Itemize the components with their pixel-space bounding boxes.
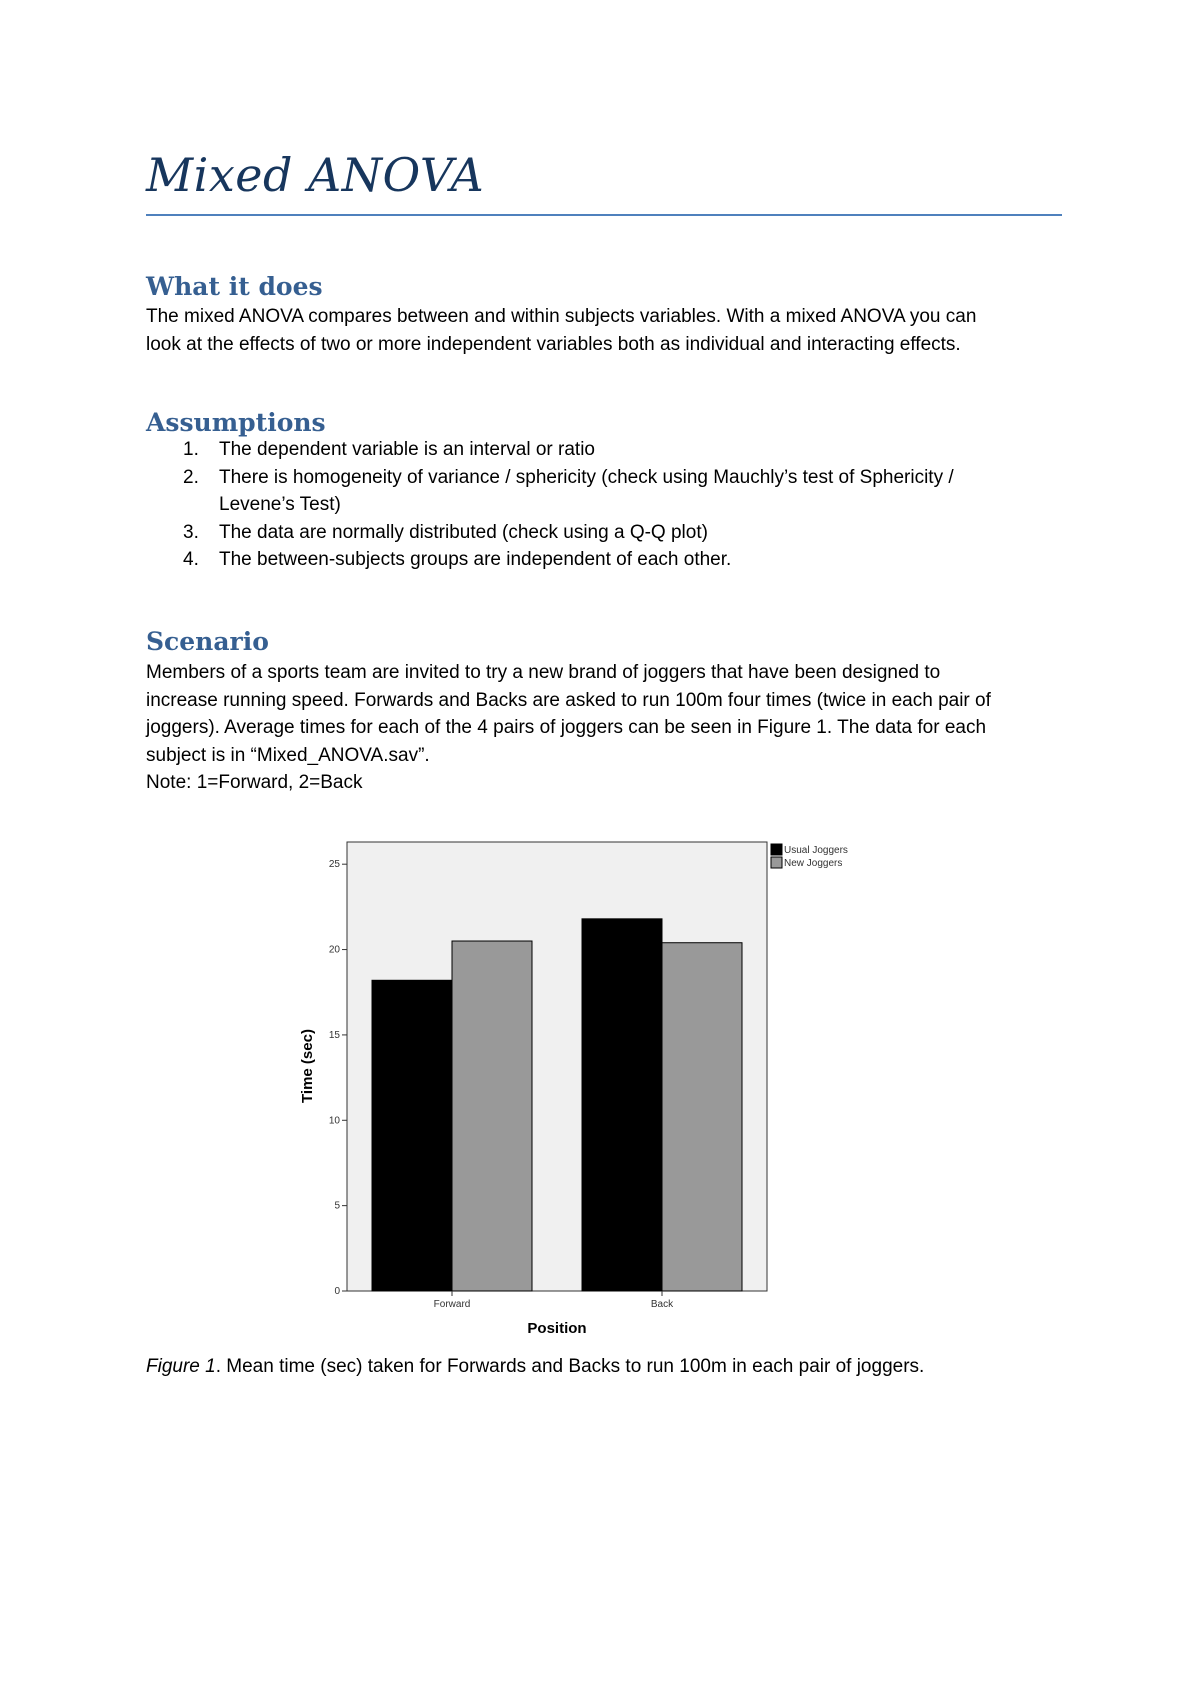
list-number: 4. bbox=[183, 549, 199, 570]
page-title: Mixed ANOVA bbox=[146, 148, 485, 202]
x-tick-label: Back bbox=[650, 1299, 674, 1310]
bar bbox=[372, 980, 452, 1291]
list-item-text: The dependent variable is an interval or ratio bbox=[219, 439, 596, 460]
legend-label: Usual Joggers bbox=[784, 845, 848, 856]
paragraph-line: look at the effects of two or more independent variables both as individual and interacting effects. bbox=[146, 333, 961, 355]
list-number: 2. bbox=[183, 466, 199, 488]
list-item bbox=[146, 436, 1066, 464]
caption-label: Figure 1 bbox=[146, 1356, 216, 1377]
legend bbox=[771, 844, 848, 869]
legend-label: New Joggers bbox=[784, 858, 843, 869]
list-item-text: The data are normally distributed (check using a Q-Q plot) bbox=[219, 521, 708, 543]
y-axis bbox=[329, 859, 347, 1297]
y-axis-label: Time (sec) bbox=[299, 1029, 316, 1103]
what-it-does-paragraph bbox=[146, 303, 1066, 358]
heading-assumptions: Assumptions bbox=[146, 408, 326, 437]
legend-swatch bbox=[771, 857, 782, 868]
list-item-text: Levene’s Test) bbox=[219, 494, 341, 515]
list-item bbox=[146, 546, 1066, 574]
bar bbox=[582, 919, 662, 1291]
bar bbox=[662, 943, 742, 1291]
x-tick-label: Forward bbox=[433, 1299, 471, 1310]
list-item bbox=[146, 464, 1066, 519]
paragraph-line: The mixed ANOVA compares between and within subjects variables. With a mixed ANOVA you can bbox=[146, 306, 977, 327]
x-axis-label: Position bbox=[527, 1320, 587, 1337]
y-tick-label: 5 bbox=[334, 1200, 340, 1212]
y-tick-label: 15 bbox=[328, 1029, 340, 1041]
bar bbox=[452, 941, 532, 1291]
paragraph-line: joggers). Average times for each of the 4 pairs of joggers can be seen in Figure 1. The data for each bbox=[146, 717, 987, 738]
heading-scenario: Scenario bbox=[146, 627, 269, 656]
scenario-note: Note: 1=Forward, 2=Back bbox=[146, 772, 363, 793]
list-item-text: The between-subjects groups are independent of each other. bbox=[219, 549, 732, 570]
assumptions-list bbox=[146, 436, 1066, 574]
list-number: 1. bbox=[183, 439, 199, 460]
legend-swatch bbox=[771, 844, 782, 855]
y-tick-label: 20 bbox=[328, 944, 340, 956]
paragraph-line: Members of a sports team are invited to try a new brand of joggers that have been designed to bbox=[146, 662, 941, 683]
paragraph-line: subject is in “Mixed_ANOVA.sav”. bbox=[146, 744, 430, 766]
y-tick-label: 25 bbox=[328, 859, 340, 871]
paragraph-line: increase running speed. Forwards and Backs are asked to run 100m four times (twice in each pair of bbox=[146, 689, 991, 711]
bar-chart bbox=[290, 836, 930, 1342]
list-item-text: There is homogeneity of variance / sphericity (check using Mauchly’s test of Sphericity / bbox=[219, 466, 954, 488]
list-number: 3. bbox=[183, 521, 199, 543]
caption-text: . Mean time (sec) taken for Forwards and Backs to run 100m in each pair of joggers. bbox=[215, 1356, 925, 1377]
y-tick-label: 10 bbox=[328, 1115, 340, 1127]
title-rule bbox=[146, 214, 1062, 216]
figure-caption bbox=[146, 1356, 924, 1378]
list-item bbox=[146, 519, 1066, 547]
heading-what-it-does: What it does bbox=[146, 272, 323, 301]
scenario-paragraph bbox=[146, 659, 1066, 769]
x-axis bbox=[434, 1291, 674, 1310]
y-tick-label: 0 bbox=[334, 1286, 340, 1297]
